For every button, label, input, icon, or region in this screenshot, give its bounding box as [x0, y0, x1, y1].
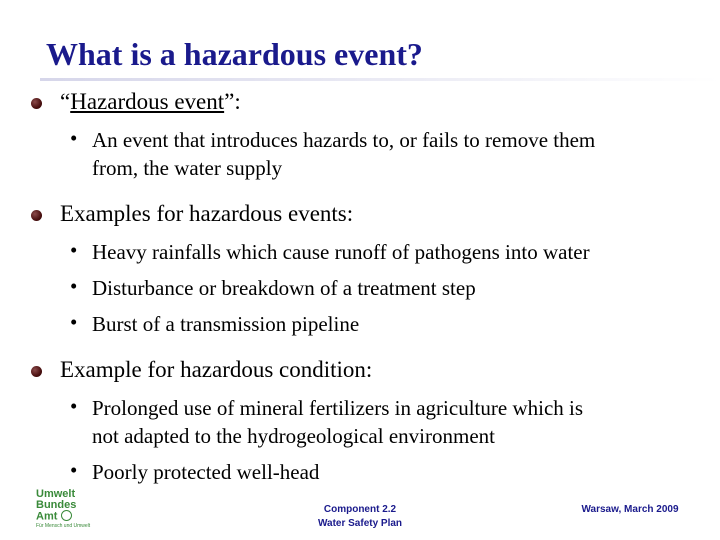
list-item-definition: [92, 126, 595, 182]
footer-component: [290, 503, 430, 531]
list-item: Disturbance or breakdown of a treatment step: [92, 276, 476, 300]
list-item: Burst of a transmission pipeline: [92, 312, 360, 336]
bullet-icon: [31, 210, 42, 221]
logo-line-3-text: Amt: [36, 510, 58, 523]
title-divider: [40, 78, 720, 81]
list-item: Poorly protected well-head: [92, 460, 320, 484]
section-heading-example-condition: Example for hazardous condition:: [60, 357, 373, 382]
sub-bullet-icon: •: [70, 238, 78, 262]
sub-bullet-icon: •: [70, 458, 78, 482]
umweltbundesamt-logo: [36, 488, 91, 537]
list-item: Heavy rainfalls which cause runoff of pathogens into water: [92, 240, 590, 264]
slide-title: What is a hazardous event?: [46, 36, 423, 72]
bullet-icon: [31, 366, 42, 377]
list-item-line: An event that introduces hazards to, or fails to remove them: [92, 128, 596, 152]
sub-bullet-icon: •: [70, 310, 78, 334]
list-item-line: not adapted to the hydrogeological environment: [92, 424, 495, 448]
logo-tagline: Für Mensch und Umwelt: [36, 523, 91, 530]
logo-circle-icon: [61, 510, 72, 521]
sub-bullet-icon: •: [70, 274, 78, 298]
footer-plan-line: Water Safety Plan: [317, 518, 403, 529]
heading-open-quote: “: [60, 89, 71, 114]
list-item-line: Prolonged use of mineral fertilizers in agriculture which is: [92, 396, 584, 420]
footer-date: Warsaw, March 2009: [581, 504, 679, 515]
sub-bullet-icon: •: [70, 126, 78, 150]
list-item-line: from, the water supply: [92, 156, 283, 180]
list-item: [92, 394, 583, 450]
logo-line-3: [36, 511, 88, 522]
heading-underlined-term: Hazardous event: [70, 89, 225, 114]
heading-close-quote: ”:: [224, 89, 241, 114]
bullet-icon: [31, 98, 42, 109]
logo-line-2: Bundes: [36, 499, 77, 511]
section-heading-hazardous-event: [60, 89, 241, 115]
logo-line-1: Umwelt: [36, 488, 76, 500]
section-heading-examples-events: Examples for hazardous events:: [60, 201, 354, 226]
footer-component-line: Component 2.2: [323, 504, 397, 515]
sub-bullet-icon: •: [70, 394, 78, 418]
